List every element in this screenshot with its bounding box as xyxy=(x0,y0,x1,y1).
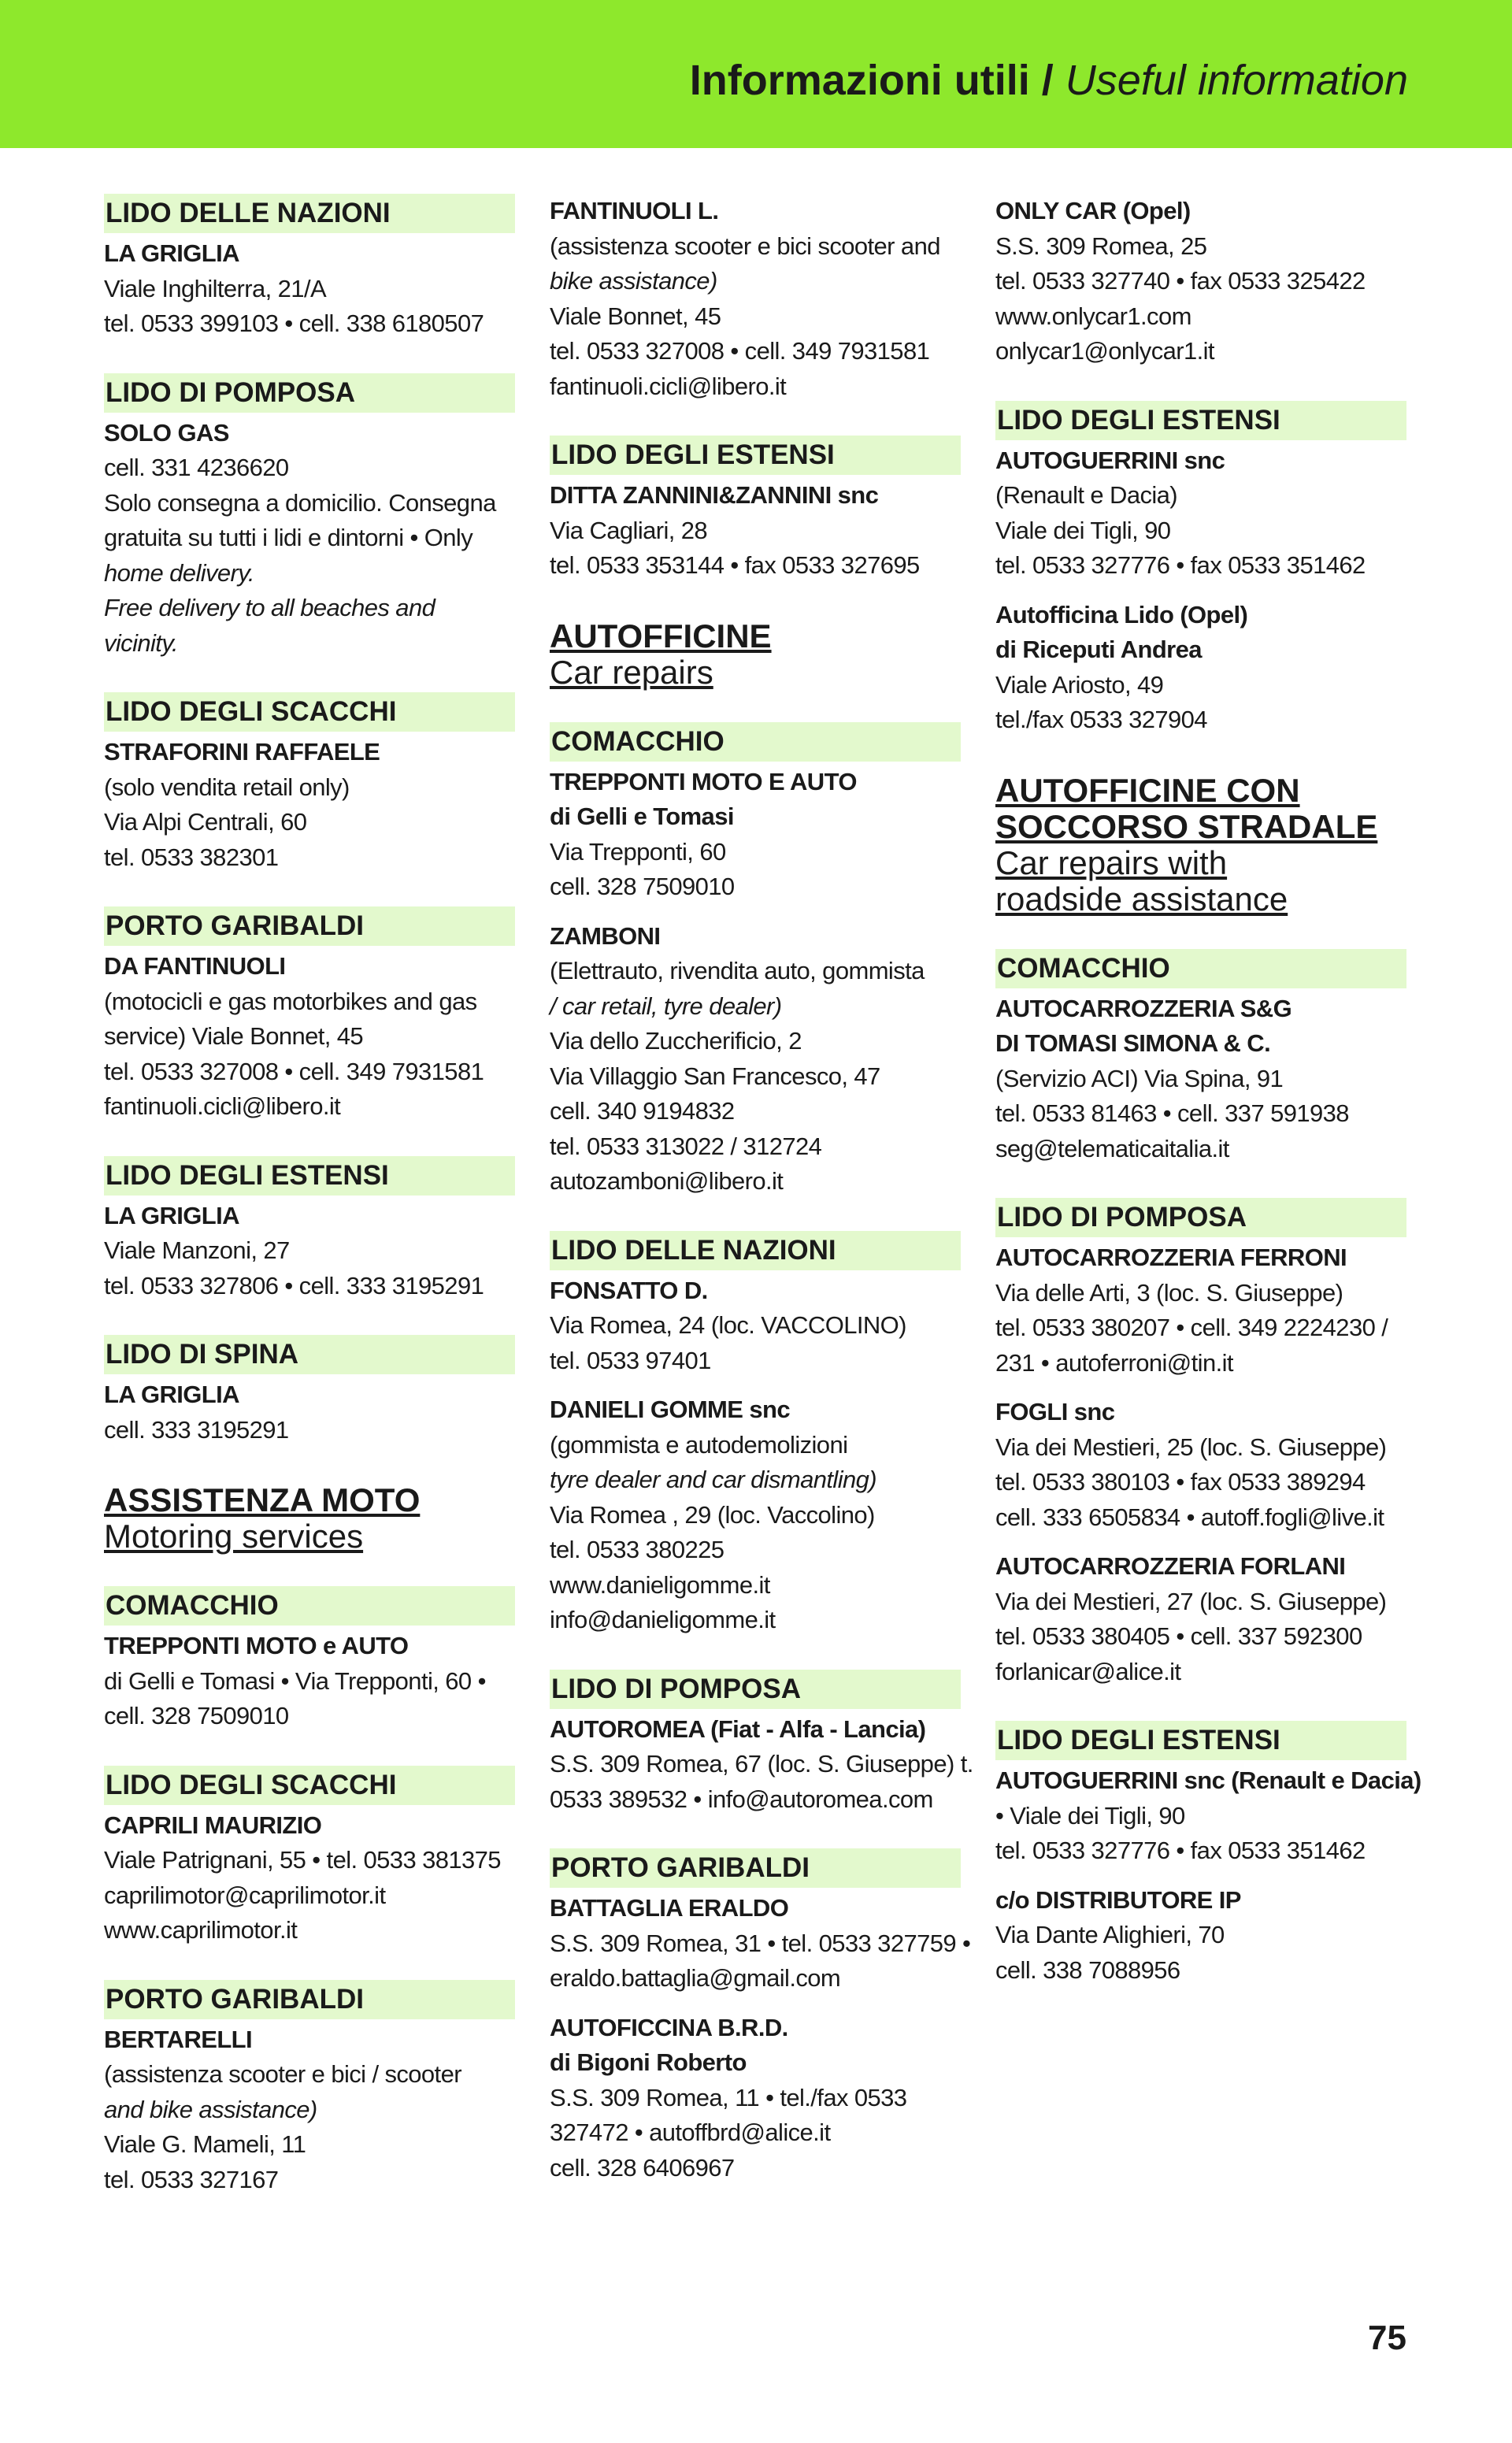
directory-entry xyxy=(104,2022,520,2198)
directory-entry xyxy=(550,1392,965,1638)
section-heading xyxy=(550,618,965,691)
directory-entry xyxy=(104,1377,520,1448)
entry-detail: (assistenza scooter e bici scooter and xyxy=(550,232,940,260)
entry-detail: tel. 0533 380225 xyxy=(550,1536,724,1563)
entry-name: AUTOGUERRINI snc (Renault e Dacia) xyxy=(995,1766,1421,1794)
area-heading: LIDO DI SPINA xyxy=(104,1335,515,1374)
entry-detail: (motocicli e gas motorbikes and gas xyxy=(104,987,477,1015)
directory-entry xyxy=(550,1273,965,1379)
entry-detail: and bike assistance) xyxy=(104,2095,317,2123)
entry-name: SOLO GAS xyxy=(104,418,229,447)
directory-entry xyxy=(550,765,965,905)
entry-detail: tel. 0533 81463 • cell. 337 591938 xyxy=(995,1099,1349,1127)
area-heading: PORTO GARIBALDI xyxy=(104,1980,515,2019)
entry-detail: cell. 328 7509010 xyxy=(104,1702,289,1729)
entry-detail: cell. 340 9194832 xyxy=(550,1097,735,1125)
entry-detail: Viale dei Tigli, 90 xyxy=(995,516,1171,544)
entry-detail: S.S. 309 Romea, 25 xyxy=(995,232,1207,260)
entry-detail: di Riceputi Andrea xyxy=(995,636,1202,663)
entry-detail: (Renault e Dacia) xyxy=(995,481,1178,509)
entry-detail: gratuita su tutti i lidi e dintorni • Only xyxy=(104,524,473,551)
area-heading: COMACCHIO xyxy=(104,1586,515,1626)
directory-entry xyxy=(104,1808,520,1948)
entry-detail: tel. 0533 327806 • cell. 333 3195291 xyxy=(104,1271,484,1299)
section-title: AUTOFFICINE xyxy=(550,617,772,654)
entry-name: LA GRIGLIA xyxy=(104,1381,239,1408)
entry-detail: • Viale dei Tigli, 90 xyxy=(995,1801,1185,1829)
area-heading: LIDO DELLE NAZIONI xyxy=(550,1231,961,1270)
directory-entry xyxy=(550,1712,973,1818)
entry-detail: Via Cagliari, 28 xyxy=(550,516,708,544)
directory-entry xyxy=(104,735,520,875)
section-subtitle: Motoring services xyxy=(104,1518,364,1555)
entry-detail: Viale Ariosto, 49 xyxy=(995,670,1164,699)
entry-detail: (Elettrauto, rivendita auto, gommista xyxy=(550,957,925,984)
entry-name: AUTOCARROZZERIA FERRONI xyxy=(995,1244,1347,1271)
entry-detail: cell. 331 4236620 xyxy=(104,454,289,481)
entry-name: STRAFORINI RAFFAELE xyxy=(104,738,380,766)
entry-detail: (solo vendita retail only) xyxy=(104,773,350,801)
entry-detail: Via Dante Alighieri, 70 xyxy=(995,1921,1225,1948)
entry-name: DA FANTINUOLI xyxy=(104,952,286,980)
area-heading: LIDO DI POMPOSA xyxy=(550,1670,961,1709)
directory-entry xyxy=(550,1891,971,1996)
entry-detail: Solo consegna a domicilio. Consegna xyxy=(104,488,496,517)
entry-detail: Via Alpi Centrali, 60 xyxy=(104,808,307,836)
area-heading: COMACCHIO xyxy=(995,949,1406,988)
entry-detail: tel. 0533 382301 xyxy=(104,843,279,871)
area-heading: LIDO DI POMPOSA xyxy=(104,373,515,413)
directory-entry xyxy=(550,919,965,1199)
entry-detail: Viale Patrignani, 55 • tel. 0533 381375 xyxy=(104,1846,501,1874)
entry-detail: tel. 0533 353144 • fax 0533 327695 xyxy=(550,551,920,579)
entry-detail: di Gelli e Tomasi xyxy=(550,803,734,830)
area-heading: COMACCHIO xyxy=(550,722,961,762)
entry-detail: Via Romea, 24 (loc. VACCOLINO) xyxy=(550,1311,906,1339)
area-heading: LIDO DEGLI SCACCHI xyxy=(104,692,515,732)
area-heading: LIDO DELLE NAZIONI xyxy=(104,194,515,233)
directory-entry xyxy=(995,1549,1411,1689)
entry-detail: vicinity. xyxy=(104,628,178,657)
entry-detail: Via Villaggio San Francesco, 47 xyxy=(550,1062,880,1090)
entry-name: AUTOFICCINA B.R.D. xyxy=(550,2013,788,2041)
section-title: ASSISTENZA MOTO xyxy=(104,1481,421,1518)
area-heading: PORTO GARIBALDI xyxy=(104,906,515,946)
entry-detail: tel. 0533 327008 • cell. 349 7931581 xyxy=(104,1057,484,1085)
entry-detail: S.S. 309 Romea, 11 • tel./fax 0533 xyxy=(550,2083,907,2111)
entry-name: FONSATTO D. xyxy=(550,1276,708,1304)
entry-detail: (gommista e autodemolizioni xyxy=(550,1430,848,1459)
entry-detail: di Bigoni Roberto xyxy=(550,2048,747,2076)
entry-detail: tel. 0533 313022 / 312724 xyxy=(550,1132,822,1160)
entry-name: TREPPONTI MOTO e AUTO xyxy=(104,1632,409,1659)
entry-detail: tel. 0533 399103 • cell. 338 6180507 xyxy=(104,310,484,337)
section-subtitle: roadside assistance xyxy=(995,880,1288,918)
area-heading: LIDO DEGLI SCACCHI xyxy=(104,1766,515,1805)
entry-detail: Viale Manzoni, 27 xyxy=(104,1236,290,1264)
area-heading: LIDO DEGLI ESTENSI xyxy=(104,1156,515,1196)
directory-entry xyxy=(550,478,965,584)
entry-detail: 327472 • autoffbrd@alice.it xyxy=(550,2119,831,2146)
entry-detail: cell. 328 6406967 xyxy=(550,2153,735,2182)
page-header xyxy=(0,0,1512,148)
entry-detail: tel. 0533 327740 • fax 0533 325422 xyxy=(995,267,1366,295)
directory-entry xyxy=(995,992,1411,1167)
entry-name: ZAMBONI xyxy=(550,921,661,950)
directory-entry xyxy=(104,1199,520,1304)
entry-detail: Via dello Zuccherificio, 2 xyxy=(550,1027,802,1055)
entry-detail: caprilimotor@caprilimotor.it xyxy=(104,1881,386,1909)
column-1 xyxy=(104,194,520,2197)
entry-detail: tel./fax 0533 327904 xyxy=(995,706,1207,733)
entry-detail: Viale Bonnet, 45 xyxy=(550,302,721,330)
entry-name: CAPRILI MAURIZIO xyxy=(104,1811,322,1839)
entry-detail: tel. 0533 327776 • fax 0533 351462 xyxy=(995,1837,1366,1864)
entry-detail: www.caprilimotor.it xyxy=(104,1916,298,1944)
entry-detail: DI TOMASI SIMONA & C. xyxy=(995,1029,1271,1057)
entry-detail: home delivery. xyxy=(104,558,254,587)
area-heading: LIDO DEGLI ESTENSI xyxy=(550,436,961,475)
entry-detail: (Servizio ACI) Via Spina, 91 xyxy=(995,1064,1284,1092)
entry-name: AUTOGUERRINI snc xyxy=(995,446,1225,474)
entry-detail: Via delle Arti, 3 (loc. S. Giuseppe) xyxy=(995,1278,1343,1307)
entry-name: TREPPONTI MOTO E AUTO xyxy=(550,767,857,795)
section-title: SOCCORSO STRADALE xyxy=(995,807,1378,845)
entry-detail: seg@telematicaitalia.it xyxy=(995,1134,1229,1162)
entry-detail: cell. 333 6505834 • autoff.fogli@live.it xyxy=(995,1503,1384,1531)
section-heading xyxy=(104,1482,520,1555)
entry-detail: (assistenza scooter e bici / scooter xyxy=(104,2060,461,2088)
directory-entry xyxy=(104,949,520,1125)
directory-entry xyxy=(995,1883,1411,1989)
entry-detail: tel. 0533 380207 • cell. 349 2224230 / xyxy=(995,1314,1388,1341)
entry-name: FANTINUOLI L. xyxy=(550,197,719,224)
directory-entry xyxy=(550,2011,965,2186)
directory-entry xyxy=(104,236,520,342)
entry-name: LA GRIGLIA xyxy=(104,1201,239,1229)
entry-detail: Via Trepponti, 60 xyxy=(550,837,726,866)
column-3 xyxy=(995,194,1421,1988)
entry-detail: info@danieligomme.it xyxy=(550,1606,776,1633)
entry-detail: fantinuoli.cicli@libero.it xyxy=(550,372,787,400)
directory-entry xyxy=(995,1763,1421,1869)
entry-detail: service) Viale Bonnet, 45 xyxy=(104,1022,364,1050)
entry-detail: S.S. 309 Romea, 31 • tel. 0533 327759 • xyxy=(550,1929,971,1957)
entry-name: LA GRIGLIA xyxy=(104,239,239,267)
entry-detail: Via dei Mestieri, 27 (loc. S. Giuseppe) xyxy=(995,1587,1387,1615)
directory-entry xyxy=(995,443,1411,584)
entry-detail: tel. 0533 97401 xyxy=(550,1346,711,1374)
entry-name: AUTOCARROZZERIA S&G xyxy=(995,994,1292,1022)
entry-name: Autofficina Lido (Opel) xyxy=(995,600,1248,628)
entry-name: FOGLI snc xyxy=(995,1398,1115,1425)
entry-detail: onlycar1@onlycar1.it xyxy=(995,337,1214,365)
entry-detail: Via dei Mestieri, 25 (loc. S. Giuseppe) xyxy=(995,1433,1387,1461)
entry-detail: tel. 0533 380405 • cell. 337 592300 xyxy=(995,1622,1362,1650)
entry-name: AUTOROMEA (Fiat - Alfa - Lancia) xyxy=(550,1715,926,1743)
entry-detail: / car retail, tyre dealer) xyxy=(550,992,782,1020)
entry-detail: cell. 338 7088956 xyxy=(995,1956,1180,1984)
directory-entry xyxy=(995,1240,1411,1381)
directory-entry xyxy=(995,1395,1411,1535)
section-subtitle: Car repairs xyxy=(550,653,713,691)
entry-name: ONLY CAR (Opel) xyxy=(995,197,1191,224)
section-heading xyxy=(995,773,1411,918)
entry-detail: 231 • autoferroni@tin.it xyxy=(995,1348,1233,1377)
entry-detail: tel. 0533 327167 xyxy=(104,2165,279,2193)
entry-detail: tel. 0533 327008 • cell. 349 7931581 xyxy=(550,337,930,365)
entry-detail: Viale G. Mameli, 11 xyxy=(104,2130,306,2158)
header-title-english: Useful information xyxy=(1065,57,1408,104)
header-title xyxy=(690,52,1408,109)
entry-detail: autozamboni@libero.it xyxy=(550,1167,784,1195)
entry-detail: forlanicar@alice.it xyxy=(995,1657,1181,1685)
directory-entry xyxy=(995,598,1411,738)
entry-name: DITTA ZANNINI&ZANNINI snc xyxy=(550,481,879,509)
entry-name: c/o DISTRIBUTORE IP xyxy=(995,1885,1241,1914)
entry-name: BERTARELLI xyxy=(104,2025,253,2053)
header-title-italian: Informazioni utili / xyxy=(689,57,1054,104)
section-title: AUTOFFICINE CON xyxy=(995,771,1300,809)
directory-entry xyxy=(550,194,965,404)
directory-entry xyxy=(104,1629,520,1734)
entry-detail: tel. 0533 380103 • fax 0533 389294 xyxy=(995,1468,1366,1496)
entry-detail: bike assistance) xyxy=(550,267,717,295)
entry-detail: eraldo.battaglia@gmail.com xyxy=(550,1964,841,1992)
section-subtitle: Car repairs with xyxy=(995,843,1228,881)
area-heading: LIDO DEGLI ESTENSI xyxy=(995,1721,1406,1760)
entry-detail: Free delivery to all beaches and xyxy=(104,594,435,621)
area-heading: LIDO DI POMPOSA xyxy=(995,1198,1406,1237)
page-number: 75 xyxy=(1368,2319,1406,2357)
entry-detail: www.onlycar1.com xyxy=(995,302,1191,330)
entry-name: AUTOCARROZZERIA FORLANI xyxy=(995,1552,1346,1580)
entry-detail: di Gelli e Tomasi • Via Trepponti, 60 • xyxy=(104,1666,486,1695)
directory-entry xyxy=(995,194,1411,369)
entry-detail: Viale Inghilterra, 21/A xyxy=(104,274,327,302)
entry-detail: tel. 0533 327776 • fax 0533 351462 xyxy=(995,551,1366,579)
entry-detail: fantinuoli.cicli@libero.it xyxy=(104,1092,341,1120)
entry-detail: tyre dealer and car dismantling) xyxy=(550,1466,877,1493)
entry-name: BATTAGLIA ERALDO xyxy=(550,1894,789,1922)
area-heading: LIDO DEGLI ESTENSI xyxy=(995,401,1406,440)
entry-detail: www.danieligomme.it xyxy=(550,1570,770,1599)
entry-detail: 0533 389532 • info@autoromea.com xyxy=(550,1785,933,1813)
directory-entry xyxy=(104,416,520,662)
entry-name: DANIELI GOMME snc xyxy=(550,1396,790,1423)
entry-detail: S.S. 309 Romea, 67 (loc. S. Giuseppe) t. xyxy=(550,1750,973,1778)
entry-detail: cell. 328 7509010 xyxy=(550,873,735,900)
entry-detail: cell. 333 3195291 xyxy=(104,1415,289,1444)
entry-detail: Via Romea , 29 (loc. Vaccolino) xyxy=(550,1500,875,1529)
area-heading: PORTO GARIBALDI xyxy=(550,1848,961,1888)
column-2 xyxy=(550,194,973,2185)
